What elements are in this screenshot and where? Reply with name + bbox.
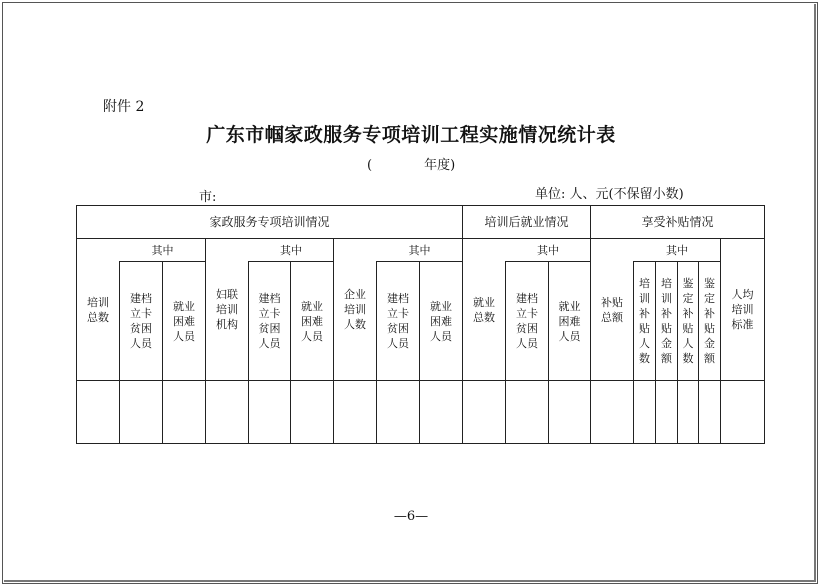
col-train-sub-amount-label: 培训补贴金额 [661,277,672,365]
qizhong-4: 其中 [537,243,559,257]
col-jykn-2-label: 就业困难人员 [301,299,323,343]
col-jdlk-2 [249,262,290,380]
col-appr-sub-amount-label: 鉴定补贴金额 [704,277,715,365]
qizhong-3: 其中 [408,243,431,257]
col-women-fed [206,239,248,380]
qizhong-2: 其中 [280,243,302,257]
page-number: —6— [393,509,429,524]
col-jykn-1 [163,262,205,380]
col-per-capita [721,239,764,380]
col-train-total [77,239,119,380]
col-emp-total-label: 就业总数 [473,295,495,324]
col-enterprise [334,239,376,380]
col-jykn-3-label: 就业困难人员 [430,299,452,343]
col-enterprise-label: 企业培训人数 [344,288,366,331]
col-jykn-4 [549,262,590,380]
attachment-label: 附件 2 [103,99,145,115]
city-label: 市: [199,190,217,205]
col-appr-sub-amount [699,262,720,380]
col-emp-total [463,239,505,380]
col-per-capita-label: 人均培训标准 [731,288,754,331]
year-open: ( [367,158,373,173]
group-training: 家政服务专项培训情况 [209,214,330,229]
qizhong-1: 其中 [151,243,174,257]
col-train-sub-count [634,262,655,380]
year-label: 年度) [424,158,456,173]
unit-label: 单位: 人、元(不保留小数) [535,187,684,202]
col-jykn-4-label: 就业困难人员 [558,299,581,343]
col-jdlk-3 [377,262,419,380]
col-subsidy-total [591,239,633,380]
col-jdlk-4-label: 建档立卡贫困人员 [516,292,538,350]
col-jykn-2 [291,262,333,380]
col-train-sub-amount [656,262,677,380]
col-women-fed-label: 妇联培训机构 [216,288,238,331]
col-jykn-3 [420,262,462,380]
col-train-total-label: 培训总数 [87,295,109,324]
table-row[interactable] [77,381,764,443]
col-jdlk-4 [506,262,548,380]
col-jdlk-1-label: 建档立卡贫困人员 [130,292,152,350]
col-subsidy-total-label: 补贴总额 [601,295,623,324]
qizhong-5: 其中 [666,243,688,257]
col-appr-sub-count [678,262,698,380]
col-jdlk-2-label: 建档立卡贫困人员 [258,292,281,350]
page-title: 广东市帼家政服务专项培训工程实施情况统计表 [206,124,616,146]
col-appr-sub-count-label: 鉴定补贴人数 [682,277,694,365]
col-jdlk-3-label: 建档立卡贫困人员 [387,292,409,350]
group-employment: 培训后就业情况 [484,214,569,229]
col-train-sub-count-label: 培训补贴人数 [639,277,650,365]
group-subsidy: 享受补贴情况 [641,214,714,229]
col-jykn-1-label: 就业困难人员 [173,299,195,343]
col-jdlk-1 [120,262,162,380]
